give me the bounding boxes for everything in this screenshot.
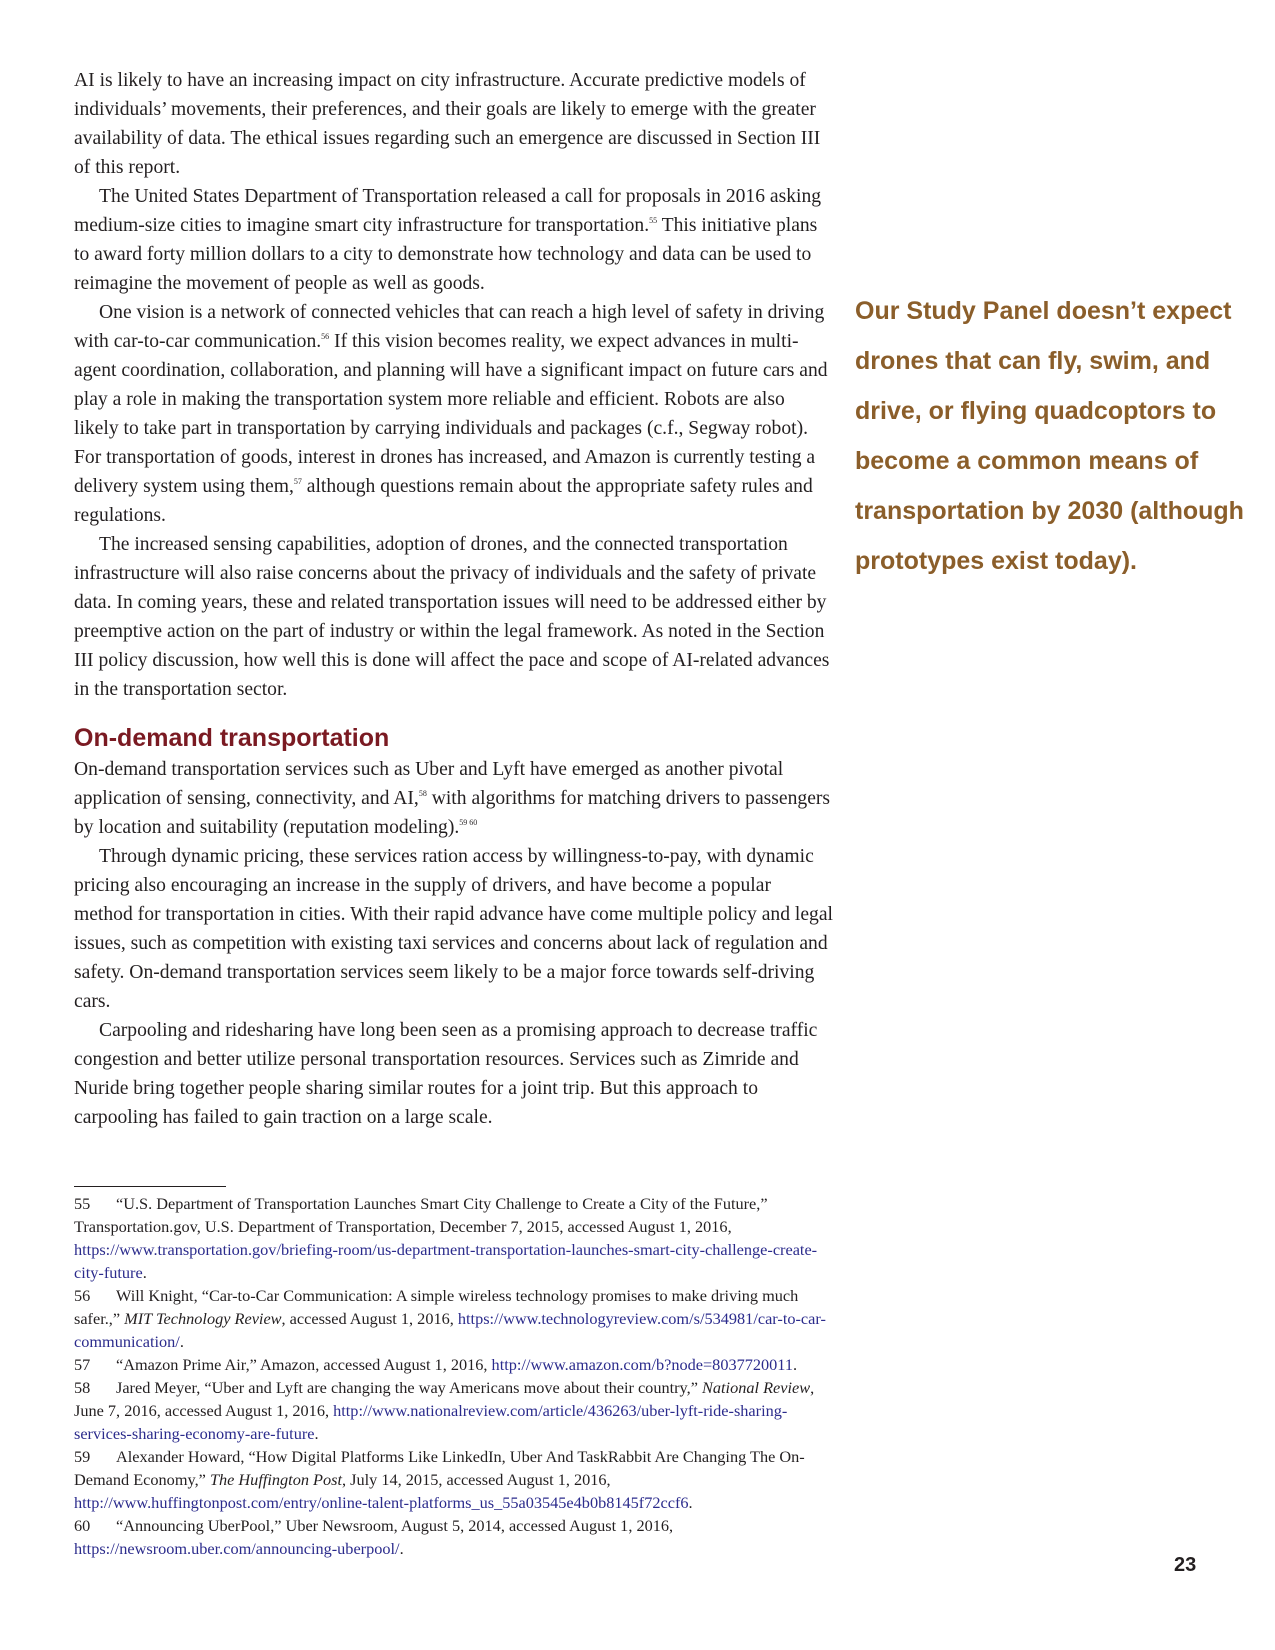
footnote-text: , July 14, 2015, accessed August 1, 2016, (342, 1470, 611, 1489)
footnote-link[interactable]: http://www.amazon.com/b?node=8037720011 (491, 1355, 793, 1374)
section-heading: On-demand transportation (74, 724, 390, 752)
footnote-text: Will Knight, “Car-to-Car Communication: A simple wireless technology promises to make driving much safer.,” (74, 1286, 799, 1328)
footnote (74, 1514, 834, 1560)
footnote-end: . (688, 1493, 693, 1512)
footnote-number: 57 (74, 1355, 91, 1374)
footnote-end: . (399, 1539, 404, 1558)
footnote-link[interactable]: https://newsroom.uber.com/announcing-uberpool/ (74, 1539, 400, 1558)
publication-name: MIT Technology Review (124, 1309, 282, 1328)
publication-name: National Review (702, 1378, 811, 1397)
paragraph-text: although questions remain about the appropriate safety rules and regulations. (74, 476, 813, 526)
footnote-divider (74, 1186, 226, 1187)
footnote-link[interactable]: http://www.huffingtonpost.com/entry/online-talent-platforms_us_55a03545e4b0b8145f72ccf6 (74, 1493, 689, 1512)
footnote-text: “U.S. Department of Transportation Launches Smart City Challenge to Create a City of the Future,” Transportation.gov, U.S. Department of Transportation, December 7, 2015, accessed August 1, 2016, (74, 1194, 768, 1236)
body-paragraph (74, 298, 834, 530)
footnote-text: “Amazon Prime Air,” Amazon, accessed August 1, 2016, (116, 1355, 492, 1374)
footnote-text: Jared Meyer, “Uber and Lyft are changing the way Americans move about their country,” (116, 1378, 703, 1397)
body-paragraph: The increased sensing capabilities, adoption of drones, and the connected transportation infrastructure will also raise concerns about the privacy of individuals and the safety of private data. In coming years, these and related transportation issues will need to be addressed either by preemptive action on the part of industry or within the legal framework. As noted in the Section III policy discussion, how well this is done will affect the pace and scope of AI-related advances in the transportation sector. (74, 534, 830, 700)
footnote (74, 1284, 834, 1353)
footnote-number: 55 (74, 1194, 91, 1213)
footnote-ref[interactable]: 56 (321, 332, 330, 341)
footnote (74, 1376, 834, 1445)
page-number: 23 (1174, 1554, 1197, 1576)
paragraph-text: with algorithms for matching drivers to passengers by location and suitability (reputation modeling). (74, 788, 831, 838)
pull-quote: Our Study Panel doesn’t expect drones that can fly, swim, and drive, or flying quadcoptors to become a common means of transportation by 2030 (although prototypes exist today). (855, 297, 1244, 575)
paragraph-text: The United States Department of Transportation released a call for proposals in 2016 asking medium-size cities to imagine smart city infrastructure for transportation. (74, 186, 822, 236)
footnote-ref[interactable]: 55 (649, 216, 658, 225)
footnote-link[interactable]: https://www.transportation.gov/briefing-room/us-department-transportation-launches-smart-city-challenge-create-city-future (74, 1240, 818, 1282)
footnote-number: 56 (74, 1286, 91, 1305)
footnote (74, 1445, 834, 1514)
body-paragraph (74, 755, 834, 842)
footnote-ref[interactable]: 57 (293, 477, 302, 486)
footnotes (74, 1192, 834, 1560)
footnote-text: “Announcing UberPool,” Uber Newsroom, August 5, 2014, accessed August 1, 2016, (116, 1516, 674, 1535)
footnote-end: . (179, 1332, 184, 1351)
footnote-number: 59 (74, 1447, 91, 1466)
body-paragraph (74, 182, 834, 298)
footnote-ref[interactable]: 58 (418, 789, 427, 798)
footnote-link[interactable]: https://www.technologyreview.com/s/534981/car-to-car-communication/ (74, 1309, 826, 1351)
footnote-text: Alexander Howard, “How Digital Platforms Like LinkedIn, Uber And TaskRabbit Are Changing The On-Demand Economy,” (74, 1447, 805, 1489)
footnote-ref[interactable]: 59 60 (459, 818, 478, 827)
footnote (74, 1353, 834, 1376)
body-paragraph: Carpooling and ridesharing have long been seen as a promising approach to decrease traffic congestion and better utilize personal transportation resources. Services such as Zimride and Nuride bring together people sharing similar routes for a joint trip. But this approach to carpooling has failed to gain traction on a large scale. (74, 1020, 818, 1128)
footnote-text: , June 7, 2016, accessed August 1, 2016, (74, 1378, 815, 1420)
footnote (74, 1192, 834, 1284)
footnote-number: 58 (74, 1378, 91, 1397)
body-paragraph: AI is likely to have an increasing impact on city infrastructure. Accurate predictive models of individuals’ movements, their preferences, and their goals are likely to emerge with the greater availability of data. The ethical issues regarding such an emergence are discussed in Section III of this report. (74, 70, 821, 178)
main-column (74, 66, 834, 1132)
paragraph-text: If this vision becomes reality, we expect advances in multi-agent coordination, collaboration, and planning will have a significant impact on future cars and play a role in making the transportation system more reliable and efficient. Robots are also likely to take part in transportation by carrying individuals and packages (c.f., Segway robot). For transportation of goods, interest in drones has increased, and Amazon is currently testing a delivery system using them, (74, 331, 828, 497)
body-paragraph: Through dynamic pricing, these services ration access by willingness-to-pay, with dynamic pricing also encouraging an increase in the supply of drivers, and have become a popular method for transportation in cities. With their rapid advance have come multiple policy and legal issues, such as competition with existing taxi services and concerns about lack of regulation and safety. On-demand transportation services seem likely to be a major force towards self-driving cars. (74, 846, 833, 1012)
footnote-end: . (314, 1424, 319, 1443)
footnote-end: . (792, 1355, 798, 1374)
footnote-link[interactable]: http://www.nationalreview.com/article/436263/uber-lyft-ride-sharing-services-sharing-economy-are-future (74, 1401, 788, 1443)
paragraph-text: One vision is a network of connected vehicles that can reach a high level of safety in driving with car-to-car communication. (74, 302, 825, 352)
footnote-text: , accessed August 1, 2016, (281, 1309, 458, 1328)
paragraph-text: This initiative plans to award forty million dollars to a city to demonstrate how technology and data can be used to reimagine the movement of people as well as goods. (74, 215, 818, 294)
footnote-end: . (142, 1263, 147, 1282)
footnote-number: 60 (74, 1516, 91, 1535)
paragraph-text: On-demand transportation services such as Uber and Lyft have emerged as another pivotal application of sensing, connectivity, and AI, (74, 759, 784, 809)
publication-name: The Huffington Post (209, 1470, 343, 1489)
